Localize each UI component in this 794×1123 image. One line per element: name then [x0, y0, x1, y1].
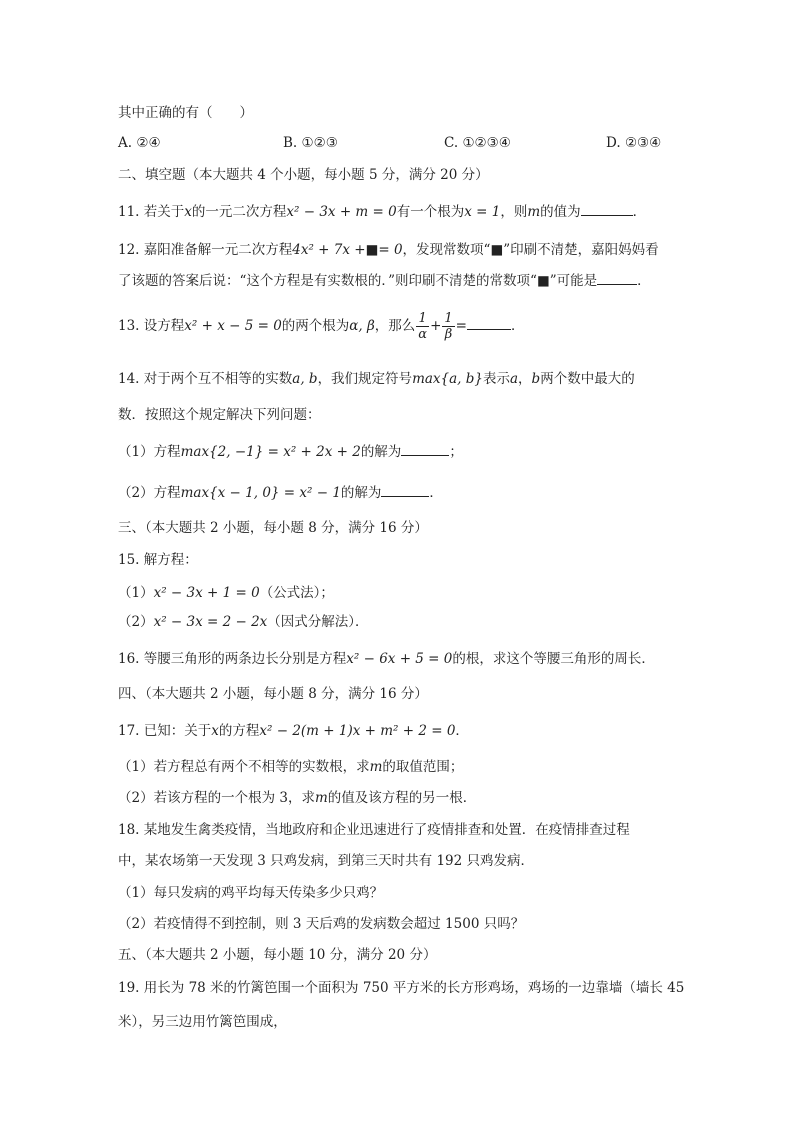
- option-d: D. ②③④: [606, 135, 662, 151]
- question-11: 11. 若关于x的一元二次方程x² − 3x + m = 0有一个根为x = 1，则m的值为 ．: [118, 201, 646, 222]
- question-17: 17. 已知：关于x的方程x² − 2(m + 1)x + m² + 2 = 0．: [118, 723, 469, 739]
- answer-blank: [597, 270, 637, 285]
- question-13: 13. 设方程x² + x − 5 = 0的两个根为α, β，那么 $\frac{1}{\alpha}$ + $\frac{1}{\beta}$ = ．: [118, 311, 525, 342]
- question-14-part2: （2）方程max{x − 1, 0} = x² − 1的解为 ．: [118, 482, 443, 503]
- question-14-line1: 14. 对于两个互不相等的实数a, b，我们规定符号max{a, b}表示a，b两个数中最大的: [118, 371, 635, 387]
- question-14-line2: 数．按照这个规定解决下列问题：: [118, 407, 321, 423]
- section-heading-5: 五、（本大题共 2 小题，每小题 10 分，满分 20 分）: [118, 947, 437, 963]
- section-heading-4: 四、（本大题共 2 小题，每小题 8 分，满分 16 分）: [118, 686, 428, 702]
- question-18-line1: 18. 某地发生禽类疫情，当地政府和企业迅速进行了疫情排查和处置．在疫情排查过程: [118, 822, 630, 838]
- question-17-part2: （2）若该方程的一个根为 3，求m的值及该方程的另一根．: [118, 790, 477, 806]
- question-16: 16. 等腰三角形的两条边长分别是方程x² − 6x + 5 = 0的根，求这个等腰三角形的周长．: [118, 651, 655, 667]
- question-19-line2: 米），另三边用竹篱笆围成，: [118, 1014, 287, 1030]
- question-19-line1: 19. 用长为 78 米的竹篱笆围一个面积为 750 平方米的长方形鸡场，鸡场的一边靠墙（墙长 45: [118, 980, 685, 996]
- question-18-line2: 中，某农场第一天发现 3 只鸡发病，到第三天时共有 192 只鸡发病．: [118, 853, 535, 869]
- option-c: C. ①②③④: [444, 135, 511, 151]
- section-heading-2: 二、填空题（本大题共 4 个小题，每小题 5 分，满分 20 分）: [118, 167, 489, 183]
- fraction-1-beta: $\frac{1}{\beta}$: [444, 311, 453, 342]
- prev-question-stem: 其中正确的有（ ）: [118, 105, 253, 121]
- section-heading-3: 三、（本大题共 2 小题，每小题 8 分，满分 16 分）: [118, 520, 428, 536]
- question-15: 15. 解方程：: [118, 552, 198, 568]
- question-18-part1: （1）每只发病的鸡平均每天传染多少只鸡？: [118, 885, 384, 901]
- question-15-part2: （2）x² − 3x = 2 − 2x（因式分解法）．: [118, 614, 369, 630]
- answer-blank: [581, 201, 633, 216]
- answer-blank: [381, 482, 429, 497]
- answer-blank: [467, 315, 511, 330]
- question-18-part2: （2）若疫情得不到控制，则 3 天后鸡的发病数会超过 1500 只吗？: [118, 916, 525, 932]
- answer-blank: [401, 441, 449, 456]
- question-12-line2: 了该题的答案后说：“这个方程是有实数根的．”则印刷不清楚的常数项“■”可能是 ．: [118, 270, 651, 291]
- option-a: A. ②④: [118, 135, 161, 151]
- question-14-part1: （1）方程max{2, −1} = x² + 2x + 2的解为 ；: [118, 441, 463, 462]
- question-12-line1: 12. 嘉阳准备解一元二次方程4x² + 7x +■= 0，发现常数项“■”印刷不清楚，嘉阳妈妈看: [118, 242, 659, 258]
- question-17-part1: （1）若方程总有两个不相等的实数根，求m的取值范围；: [118, 759, 464, 775]
- option-b: B. ①②③: [283, 135, 338, 151]
- fraction-1-alpha: $\frac{1}{\alpha}$: [418, 311, 428, 342]
- question-15-part1: （1）x² − 3x + 1 = 0（公式法）；: [118, 585, 334, 601]
